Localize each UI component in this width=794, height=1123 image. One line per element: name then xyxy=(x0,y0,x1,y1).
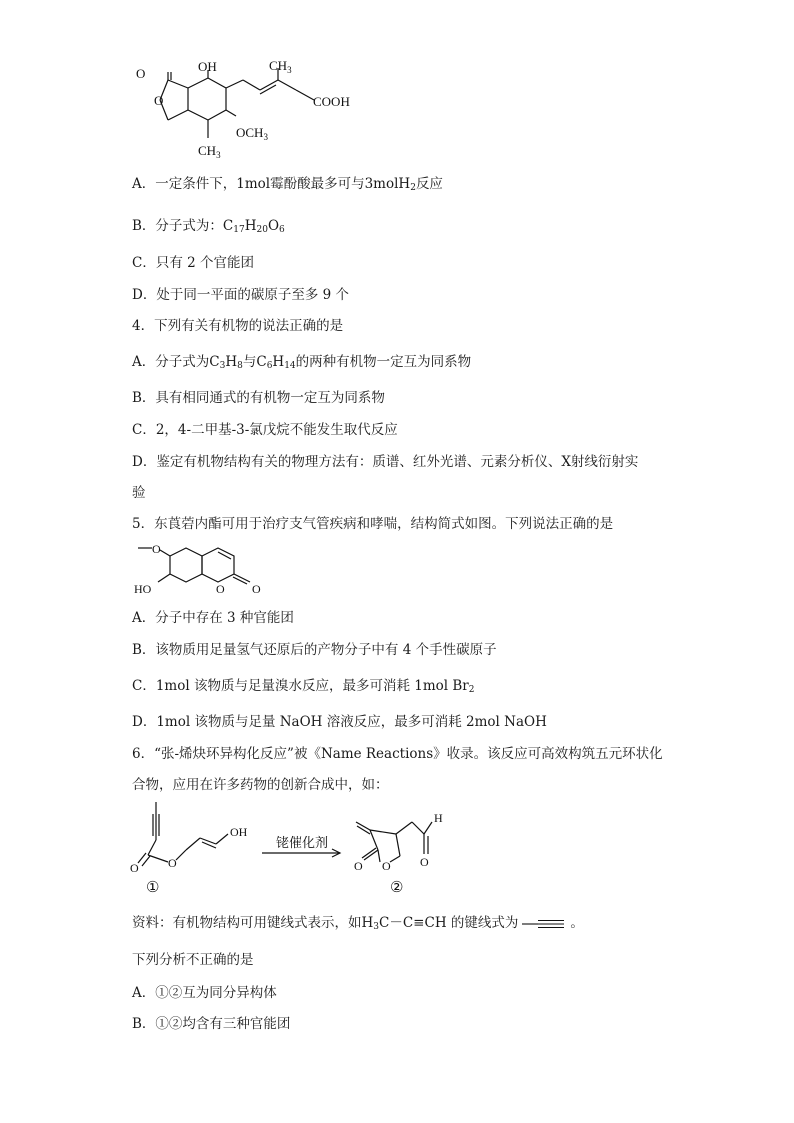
methoxy-o-label: O xyxy=(152,542,161,556)
aldehyde-o-label: O xyxy=(420,855,429,869)
carbonyl-o-label-5: O xyxy=(252,582,261,596)
q6-note: 资料：有机物结构可用键线式表示，如$H_3C-C\equiv CH$ 的键线式为 。 xyxy=(132,915,584,932)
ester-carbonyl-o-label: O xyxy=(130,861,139,875)
ho-label: HO xyxy=(134,582,152,596)
q4-option-d-cont: 验 xyxy=(132,485,146,501)
q6-stem-line2: 合物，应用在许多药物的创新合成中，如： xyxy=(132,777,389,793)
q6-option-a: A．①②互为同分异构体 xyxy=(132,985,277,1001)
lactone-ring-o-label: O xyxy=(382,859,391,873)
q4-option-d: D．鉴定有机物结构有关的物理方法有：质谱、红外光谱、元素分析仪、X射线衍射实 xyxy=(132,454,639,470)
q6-stem-line1: 6．“张-烯炔环异构化反应”被《Name Reactions》收录。该反应可高效构筑五元环状化 xyxy=(132,746,663,762)
q5-option-a: A．分子中存在 3 种官能团 xyxy=(132,610,294,626)
ester-o-label: O xyxy=(168,856,177,870)
q3-option-d: D．处于同一平面的碳原子至多 9 个 xyxy=(132,287,349,303)
q5-option-b: B．该物质用足量氢气还原后的产物分子中有 4 个手性碳原子 xyxy=(132,642,497,658)
scopoletin-structure xyxy=(130,538,280,600)
compound-2-label: ② xyxy=(390,880,404,896)
reaction-scheme xyxy=(128,800,488,904)
och3-label: $OCH_3$ xyxy=(236,125,268,142)
q5-option-c: C．1mol 该物质与足量溴水反应，最多可消耗 1mol $Br_2$ xyxy=(132,678,475,695)
bond-line-icon xyxy=(522,918,566,930)
oh-label: OH xyxy=(198,59,217,74)
cooh-label: COOH xyxy=(313,94,350,109)
ring-o-label: O xyxy=(154,93,164,108)
q3-option-c: C．只有 2 个官能团 xyxy=(132,255,255,271)
aldehyde-h-label: H xyxy=(434,811,443,825)
q4-option-a: A．分子式为$C_3H_8$与$C_6H_{14}$的两种有机物一定互为同系物 xyxy=(132,354,472,371)
q3-option-b: B．分子式为：$C_{17}H_{20}O_6$ xyxy=(132,218,285,235)
lactone-carbonyl-o-label: O xyxy=(354,859,363,873)
q3-option-a: A．一定条件下，1mol霉酚酸最多可与3molH$_2$反应 xyxy=(132,176,443,193)
q4-option-b: B．具有相同通式的有机物一定互为同系物 xyxy=(132,390,385,406)
ch3-top-label: $CH_3$ xyxy=(269,58,292,75)
lactone-o-label: O xyxy=(136,66,146,81)
ch3-bottom-label: $CH_3$ xyxy=(198,143,221,160)
compound-1-label: ① xyxy=(146,880,160,896)
q4-option-c: C．2，4-二甲基-3-氯戊烷不能发生取代反应 xyxy=(132,422,398,438)
q6-option-b: B．①②均含有三种官能团 xyxy=(132,1016,291,1032)
q6-ask: 下列分析不正确的是 xyxy=(132,952,254,968)
q5-option-d: D．1mol 该物质与足量 NaOH 溶液反应，最多可消耗 2mol NaOH xyxy=(132,714,547,730)
q5-stem: 5．东莨菪内酯可用于治疗支气管疾病和哮喘，结构简式如图。下列说法正确的是 xyxy=(132,516,614,532)
q4-stem: 4．下列有关有机物的说法正确的是 xyxy=(132,318,344,334)
oh-label-6: OH xyxy=(230,825,248,839)
catalyst-label: 铑催化剂 xyxy=(276,835,329,850)
ring-o-label-5: O xyxy=(216,582,225,596)
mycophenolic-acid-structure xyxy=(128,58,368,163)
